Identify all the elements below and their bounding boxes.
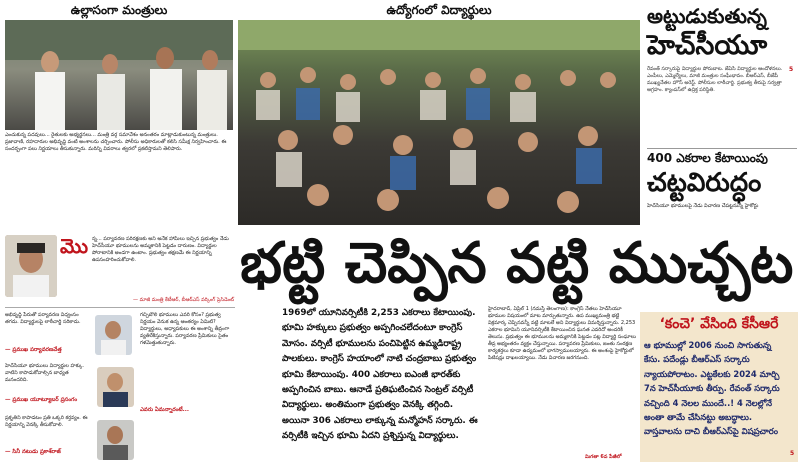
mid-question: ఎవరు ఏమన్నారంటే... (140, 407, 189, 413)
kcr-box-title: ‘కంచె’ వేసింది కేసీఆరే (659, 316, 779, 332)
ministers-photo-art (5, 20, 233, 130)
intro-signature: — మాజీ మంత్రి కేటీఆర్, బీఆర్ఎస్ వర్కింగ్ ప్రెసిడెంట్ (133, 297, 234, 303)
photo-left-caption: ఉల్లాసంగా మంత్రులు (70, 3, 168, 17)
students-protest-art (238, 20, 640, 225)
right-sub-small: 400 ఎకరాల కేటాయింపు (647, 151, 768, 165)
quote-2-portrait-art (97, 367, 134, 407)
quote-3-portrait (97, 420, 134, 460)
quote-3-portrait-art (97, 420, 134, 460)
ktr-portrait-art (5, 235, 57, 297)
kcr-box-text: ఆ భూముల్లో 2006 నుంచి సాగుతున్న కేసు. పదేండ్లు బీఆర్ఎస్ సర్కారు న్యాయపోరాటం. ఎట్టకేలకు 2024 మార్చి 7న హెచ్‌సీయూకు తీర్పు. రేవంత్ సర్కారు వచ్చింది 4 నెలల ముందే..! 4 నెలల్లోనే అంతా తామే చేసినట్టు అబద్ధాలు. వాస్తవాలను దాచి బీఆర్ఎస్‌పై విషప్రచారం (644, 340, 780, 437)
kcr-box-page-badge: 5 (790, 450, 795, 457)
quote-3-text: ప్రకృతిని కాపాడటం ప్రతి ఒక్కరి కర్తవ్యం. ఈ నిర్ణయాన్ని వెనక్కి తీసుకోవాలి. (5, 415, 88, 428)
photo-center-caption: ఉద్యోగంలో విద్యార్థులు (386, 3, 492, 17)
photo-left-body: ఎంచుకున్న పదవులు... రైతులకు అభ్యర్థనలు... మంత్రి వర్గ సమావేశం అనంతరం మాట్లాడుకుంటున్న మంత్రులు. ప్రజావాణి, రహదారుల అభివృద్ధి వంటి అంశాలను చర్చించారు. పోలీసు అధికారులతో కలిసి సమీక్ష నిర్వహించారు. ఈ సందర్భంగా పలు నిర్ణయాలు తీసుకున్నారు. మరిన్ని వివరాలు త్వరలో ప్రకటిస్తామని తెలిపారు. (5, 132, 227, 152)
left-divider (5, 307, 235, 308)
quote-1-portrait (95, 315, 132, 355)
quote-2-sig: — ప్రముఖ యూట్యూబర్ ప్రసంగం (5, 397, 78, 403)
right-sub-big: చట్టవిరుద్ధం (647, 168, 762, 198)
right-sub-body: హెచ్‌సీయూ భూములపై నేడు విచారణ చేపట్టనున్న హైకోర్టు (647, 203, 759, 209)
quote-1-sig: — ప్రముఖ పర్యావరణవేత్త (5, 347, 62, 353)
article-right-continued: మిగతా 6వ పేజీలో (585, 454, 622, 460)
right-page-badge: 5 (789, 66, 794, 73)
mid-text: గచ్చిబౌలి భూములు ఎవరి కోసం? ప్రభుత్వ నిర్ణయం వెనుక ఉన్న ఆంతర్యం ఏమిటి? విద్యార్థులు, అధ్యాపకులు ఈ అంశాన్ని తీవ్రంగా వ్యతిరేకిస్తున్నారు. పర్యావరణ ప్రేమికులు సైతం గళమెత్తుతున్నారు. (140, 312, 230, 346)
quote-1-portrait-art (95, 315, 132, 355)
quote-3-sig: — సినీ నటుడు ప్రకాశ్‌రాజ్ (5, 449, 61, 455)
article-right-body: హైదరాబాద్, ఏప్రిల్ 1 (నమస్తే తెలంగాణ): కాంగ్రెస్ నేతలు హెచ్‌సీయూ భూముల విషయంలో మాట మార్చుతున్నారు. ఉప ముఖ్యమంత్రి భట్టి విక్రమార్క చెప్పినవన్నీ వట్టి మాటలే అని విద్యార్థులు విమర్శిస్తున్నారు. 2,253 ఎకరాల భూమిని యూనివర్సిటీకి కేటాయించిన ఘనత ఎవరిదో అందరికీ తెలుసు. ప్రభుత్వం ఈ భూములను అమ్మకానికి పెట్టడం పట్ల విద్యార్థి సంఘాలు తీవ్ర అభ్యంతరం వ్యక్తం చేస్తున్నాయి. పర్యావరణ ప్రేమికులు, జంతు సంరక్షణ కార్యకర్తలు కూడా ఉద్యమంలో భాగస్వాములయ్యారు. ఈ అంశంపై హైకోర్టులో పిటిషన్లు దాఖలయ్యాయి. నేడు విచారణ జరగనుంది. (488, 306, 637, 361)
right-heading-small: అట్టుడుకుతున్న (647, 4, 767, 28)
right-divider (647, 148, 797, 149)
quote-2-text: హెచ్‌సీయూ భూములు విద్యార్థుల హక్కు. వాటిని కాపాడుకోవాల్సిన బాధ్యత మనందరిది. (5, 363, 84, 383)
intro-drop-letter: మొ (60, 234, 89, 258)
quote-2-portrait (97, 367, 134, 407)
intro-text: న్న... పర్యావరణ పరిరక్షణకు అని అనేక హామీలు ఇచ్చిన ప్రభుత్వం నేడు హెచ్‌సీయూ భూములను అమ్మకానికి పెట్టడం దారుణం. విద్యార్థుల పోరాటానికి అండగా ఉంటాం. ప్రభుత్వం తక్షణమే ఈ నిర్ణయాన్ని ఉపసంహరించుకోవాలి. (92, 236, 229, 263)
right-heading-big: హెచ్‌సీయూ (647, 30, 768, 61)
students-protest-photo (238, 20, 640, 225)
article-left-points: 1969లో యూనివర్సిటీకి 2,253 ఎకరాలు కేటాయింపు. భూమి హక్కులు ప్రభుత్వం అప్పగించలేదంటూ కాంగ్రెస్ మోసం. వర్సిటీ భూములను పంచిపెట్టిన ఉమ్మడిరాష్ట్ర పాలకులు. కాంగ్రెస్ హయాంలో నాటి చంద్రబాబు ప్రభుత్వం భూమి కేటాయింపు. 400 ఎకరాలు ఐఎంజీ భారత్‌కు అప్పగించిన బాబు. ఆనాడే ప్రతిఘటించిన సెంట్రల్ వర్సిటీ విద్యార్థులు. అంతిమంగా ప్రభుత్వం వెనక్కి తగ్గింది. అయినా 306 ఎకరాలు లాక్కున్న మన్మోహన్ సర్కారు. ఈ వర్సిటీకి ఇచ్చిన భూమి ఏదని ప్రశ్నిస్తున్న విద్యార్థులు. (282, 308, 478, 442)
ministers-photo (5, 20, 233, 130)
quote-1-text: అభివృద్ధి పేరుతో పర్యావరణ విధ్వంసం తగదు. విద్యార్థులపై లాఠీచార్జి సరికాదు. (5, 312, 81, 325)
ktr-portrait (5, 235, 57, 297)
right-bullet-body: రేవంత్ సర్కారుపై విద్యార్థుల పోరుబాట. జేఏసీ విద్యార్థుల ఆందోళనలు. ఎంపీలు, ఎమ్మెల్యేలు, మాజీ మంత్రుల సంఘీభావం. బీఆర్ఎస్, బీజేపీ ముఖ్యనేతల హౌస్ అరెస్ట్. పోలీసుల లాఠీచార్జి. ప్రభుత్వ తీరుపై సర్వత్రా ఆగ్రహం. క్యాంపస్‌లో ఉద్రిక్త పరిస్థితి. (647, 66, 783, 93)
main-headline: భట్టి చెప్పిన వట్టి ముచ్చట (240, 231, 794, 296)
